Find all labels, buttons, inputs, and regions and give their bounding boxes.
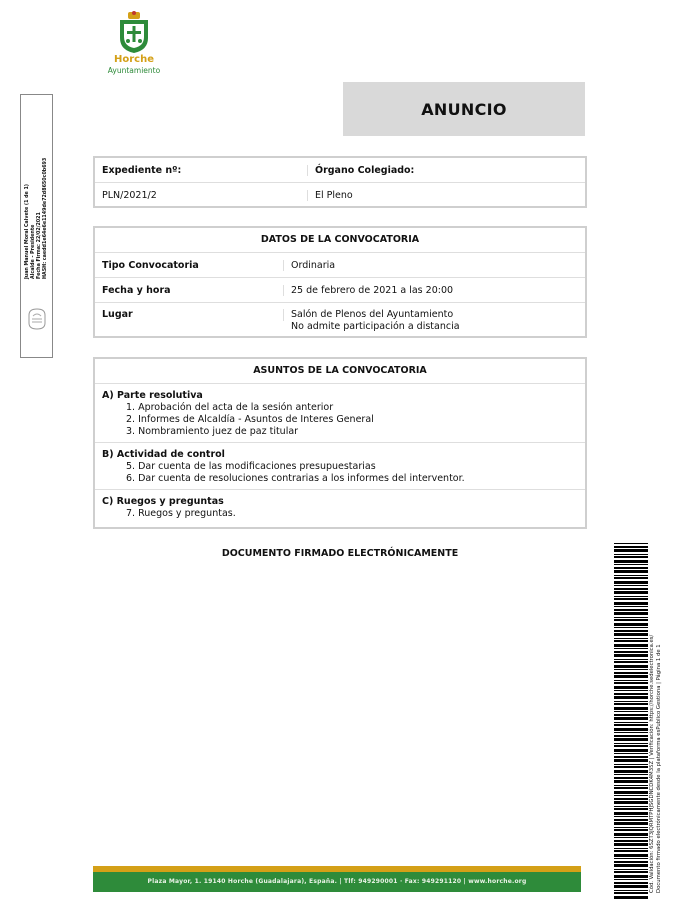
agenda-item: 2. Informes de Alcaldía - Asuntos de Interes General — [126, 414, 374, 425]
barcode-bar — [614, 732, 648, 733]
barcode-bar — [614, 690, 648, 691]
barcode-bar — [614, 896, 648, 899]
lugar-note: No admite participación a distancia — [291, 321, 460, 332]
barcode-bar — [614, 801, 648, 804]
barcode-bar — [614, 717, 648, 720]
agenda-item: 3. Nombramiento juez de paz titular — [126, 426, 299, 437]
barcode-bar — [614, 777, 648, 779]
asuntos-section-a — [95, 383, 585, 442]
asuntos-heading: ASUNTOS DE LA CONVOCATORIA — [253, 365, 427, 376]
barcode-bar — [614, 738, 648, 741]
barcode-bar — [614, 885, 648, 888]
barcode-bar — [614, 564, 648, 565]
barcode-bar — [614, 827, 648, 828]
datos-row-fecha — [95, 277, 585, 302]
expediente-value: PLN/2021/2 — [95, 190, 308, 201]
barcode-bar — [614, 567, 648, 569]
signature-stamp — [20, 94, 53, 358]
barcode-bar — [614, 728, 648, 731]
coat-of-arms-icon — [112, 10, 156, 54]
barcode-bar — [614, 756, 648, 758]
barcode-bar — [614, 640, 648, 642]
signature-date: Fecha Firma: 22/02/2021 — [36, 212, 42, 279]
barcode-bar — [614, 619, 648, 621]
barcode-bar — [614, 669, 648, 670]
datos-heading: DATOS DE LA CONVOCATORIA — [260, 234, 420, 245]
agenda-item: 7. Ruegos y preguntas. — [126, 508, 236, 519]
barcode-bar — [614, 743, 648, 744]
datos-value — [284, 309, 467, 333]
barcode-bar — [614, 875, 648, 878]
barcode-bar — [614, 869, 648, 870]
barcode-bar — [614, 554, 648, 555]
barcode-bar — [614, 606, 648, 607]
datos-row-tipo — [95, 252, 585, 277]
barcode-bar — [614, 785, 648, 786]
barcode-bar — [614, 774, 648, 775]
barcode-bar — [614, 627, 648, 628]
barcode-bar — [614, 623, 648, 626]
datos-value: 25 de febrero de 2021 a las 20:00 — [291, 284, 454, 296]
footer-address: Plaza Mayor, 1. 19140 Horche (Guadalajara), España. | Tlf: 949290001 · Fax: 949291120 | www.horche.org — [147, 878, 527, 885]
barcode-bar — [614, 871, 648, 873]
signature-hash: HASH: caedd1e64e6e1149de72d8650c0b693 — [42, 157, 48, 279]
barcode-bar — [614, 882, 648, 884]
barcode-bar — [614, 575, 648, 576]
barcode-bar — [614, 651, 648, 653]
barcode-bar — [614, 581, 648, 584]
barcode-bar — [614, 675, 648, 678]
barcode-bar — [614, 833, 648, 836]
barcode-bar — [614, 879, 648, 880]
barcode-bar — [614, 701, 648, 702]
section-title: A) Parte resolutiva — [102, 390, 203, 401]
datos-row-lugar — [95, 302, 585, 338]
barcode-bar — [614, 806, 648, 807]
lugar-value: Salón de Plenos del Ayuntamiento — [291, 309, 454, 320]
agenda-item: 6. Dar cuenta de resoluciones contrarias a los informes del interventor. — [126, 473, 465, 484]
barcode-bar — [614, 724, 648, 726]
datos-convocatoria-table — [93, 226, 587, 338]
document-title: ANUNCIO — [343, 82, 585, 136]
barcode-bar — [614, 735, 648, 737]
verification-platform: Documento firmado electrónicamente desde la plataforma esPublico Gestiona | Página 1 de 1 — [656, 644, 662, 893]
barcode-bar — [614, 770, 648, 773]
barcode-bar — [614, 791, 648, 794]
barcode-bar — [614, 816, 648, 817]
barcode-bar — [614, 840, 648, 842]
barcode-bar — [614, 659, 648, 660]
barcode-bar — [614, 596, 648, 597]
barcode-bar — [614, 682, 648, 684]
datos-label: Lugar — [95, 309, 284, 321]
expediente-table — [93, 156, 587, 208]
barcode-bar — [614, 858, 648, 859]
barcode-bar — [614, 850, 648, 852]
barcode-bar — [614, 585, 648, 586]
barcode-bar — [614, 795, 648, 796]
signature-seal-icon — [27, 307, 47, 331]
barcode-bar — [614, 549, 648, 552]
logo-subtitle: Ayuntamiento — [107, 66, 161, 75]
signature-lines — [25, 95, 49, 279]
agenda-item: 1. Aprobación del acta de la sesión anterior — [126, 402, 334, 413]
barcode-bar — [614, 711, 648, 712]
barcode-bar — [614, 696, 648, 699]
signer-role: Alcalde - Presidente — [30, 224, 36, 279]
asuntos-section-b — [95, 442, 585, 489]
barcode-bar — [614, 714, 648, 716]
barcode-bar — [614, 644, 648, 647]
barcode-bar — [614, 749, 648, 752]
barcode-bar — [614, 577, 648, 579]
barcode-bar — [614, 722, 648, 723]
signer-name: Juan Manuel Moral Calvete (1 de 1) — [24, 183, 30, 279]
agenda-item: 5. Dar cuenta de las modificaciones presupuestarias — [126, 461, 376, 472]
barcode-bar — [614, 848, 648, 849]
footer-bar — [93, 872, 581, 892]
barcode-bar — [614, 680, 648, 681]
expediente-value-row — [95, 182, 585, 207]
barcode-bar — [614, 787, 648, 789]
barcode-bar — [614, 686, 648, 689]
barcode-bar — [614, 864, 648, 867]
organo-value: El Pleno — [315, 189, 353, 201]
logo-name: Horche — [114, 54, 154, 65]
barcode-bar — [614, 829, 648, 831]
barcode-bar — [614, 602, 648, 605]
barcode-bar — [614, 648, 648, 649]
barcode-bar — [614, 546, 648, 548]
horche-logo — [95, 10, 173, 74]
asuntos-table — [93, 357, 587, 529]
barcode-bar — [614, 560, 648, 563]
section-title: B) Actividad de control — [102, 449, 225, 460]
signed-note: DOCUMENTO FIRMADO ELECTRÓNICAMENTE — [221, 548, 459, 559]
barcode-bar — [614, 745, 648, 747]
barcode-bar — [614, 837, 648, 838]
barcode-bar — [614, 766, 648, 768]
barcode-bar — [614, 612, 648, 615]
barcode-bar — [614, 780, 648, 783]
barcode-bar — [614, 638, 648, 639]
barcode-bar — [614, 617, 648, 618]
datos-label: Fecha y hora — [95, 285, 284, 296]
barcode-bar — [614, 570, 648, 573]
barcode-bar — [614, 543, 648, 544]
barcode-bar — [614, 822, 648, 825]
barcode-bar — [614, 808, 648, 810]
barcode-bar — [614, 609, 648, 611]
barcode-bar — [614, 633, 648, 636]
barcode-bar — [614, 654, 648, 657]
datos-value: Ordinaria — [291, 259, 336, 271]
barcode-bar — [614, 753, 648, 754]
barcode-bar — [614, 598, 648, 600]
barcode-bar — [614, 854, 648, 857]
barcode-bar — [614, 819, 648, 821]
barcode-bar — [614, 630, 648, 632]
barcode-bar — [614, 798, 648, 800]
barcode-icon — [614, 543, 648, 900]
barcode-bar — [614, 665, 648, 668]
barcode-bar — [614, 707, 648, 710]
organo-label: Órgano Colegiado: — [315, 164, 415, 176]
barcode-bar — [614, 759, 648, 762]
barcode-bar — [614, 591, 648, 594]
expediente-label: Expediente nº: — [95, 165, 308, 176]
section-title: C) Ruegos y preguntas — [102, 496, 224, 507]
barcode-bar — [614, 693, 648, 695]
barcode-bar — [614, 672, 648, 674]
barcode-bar — [614, 764, 648, 765]
expediente-header-row — [95, 158, 585, 182]
barcode-bar — [614, 556, 648, 558]
barcode-bar — [614, 890, 648, 891]
asuntos-section-c — [95, 489, 585, 524]
datos-label: Tipo Convocatoria — [95, 260, 284, 271]
barcode-bar — [614, 588, 648, 590]
barcode-bar — [614, 892, 648, 894]
barcode-bar — [614, 661, 648, 663]
barcode-bar — [614, 843, 648, 846]
verification-code: Cód. Validación: 6SZT3JQRMTPHJSGDNCDK4M35Z | Verificación: https://horche.sedelectronica.es/ — [649, 634, 655, 893]
barcode-bar — [614, 861, 648, 863]
verification-text — [649, 543, 663, 893]
barcode-bar — [614, 703, 648, 705]
barcode-bar — [614, 812, 648, 815]
